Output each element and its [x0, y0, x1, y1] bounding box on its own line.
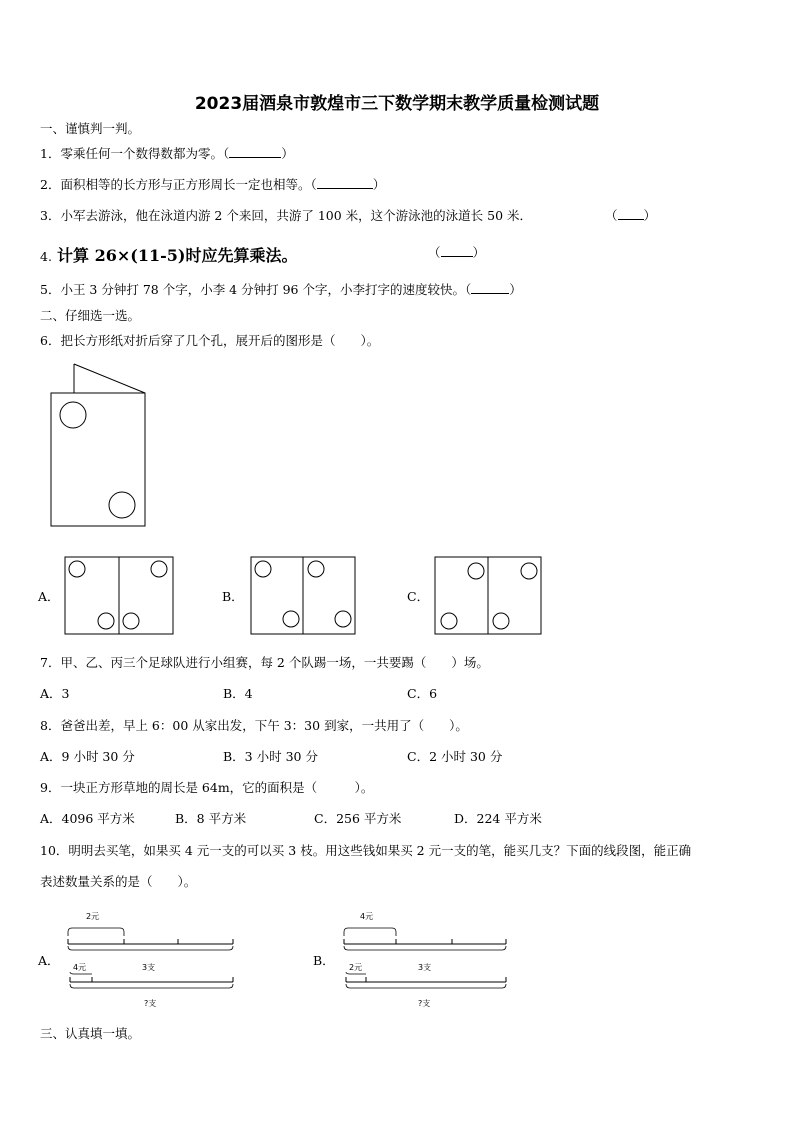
answer-blank-1[interactable]: [229, 146, 281, 158]
section-heading-3: 三、认真填一填。: [40, 1026, 141, 1041]
paren-right: ）: [643, 208, 657, 223]
answer-blank-3[interactable]: [618, 208, 644, 220]
paren-left: （: [605, 208, 618, 223]
paren-right: ）: [472, 245, 486, 260]
question-2-text: 2．面积相等的长方形与正方形周长一定也相等。（: [40, 177, 317, 192]
question-1-end: ）: [281, 146, 294, 161]
option-9A[interactable]: A．4096 平方米: [40, 811, 135, 826]
question-2: [40, 177, 385, 193]
question-9: 9．一块正方形草地的周长是 64m，它的面积是（ ）。: [40, 780, 374, 795]
question-10-line-1: 10．明明去买笔，如果买 4 元一支的可以买 3 枝。用这些钱如果买 2 元一支的笔，能买几支？下面的线段图，能正确: [40, 843, 692, 858]
diagram-B-top-label: 4元: [360, 912, 374, 921]
question-2-end: ）: [372, 177, 386, 192]
diagram-A-segment-label: 4元: [73, 963, 87, 972]
question-7: 7．甲、乙、丙三个足球队进行小组赛，每 2 个队踢一场，一共要踢（ ）场。: [40, 655, 489, 670]
option-10B-label[interactable]: B．: [313, 953, 335, 968]
question-10-line-2: 表述数量关系的是（ ）。: [40, 874, 197, 889]
question-5-end: ）: [509, 282, 522, 297]
option-6B-label[interactable]: B．: [222, 589, 244, 604]
paren-left: （: [428, 245, 441, 260]
question-4: [40, 243, 297, 266]
option-10A-label[interactable]: A．: [38, 953, 60, 968]
question-3: 3．小军去游泳，他在泳道内游 2 个来回，共游了 100 米，这个游泳池的泳道长 50 米．: [40, 208, 533, 223]
option-10A-diagram[interactable]: [66, 908, 238, 1012]
question-4-answer: [428, 245, 485, 261]
question-6: 6．把长方形纸对折后穿了几个孔，展开后的图形是（ ）。: [40, 333, 380, 348]
option-7B[interactable]: B．4: [223, 686, 253, 701]
option-6A-figure[interactable]: [64, 556, 174, 636]
diagram-B-bottom-label: ?支: [418, 999, 431, 1008]
question-1: [40, 146, 294, 162]
diagram-B-segment-label: 2元: [349, 963, 363, 972]
option-10B-diagram[interactable]: [342, 908, 514, 1012]
option-6C-figure[interactable]: [434, 556, 542, 636]
option-7A[interactable]: A．3: [40, 686, 70, 701]
option-6C-label[interactable]: C．: [407, 589, 430, 604]
question-1-text: 1．零乘任何一个数得数都为零。（: [40, 146, 230, 161]
section-heading-2: 二、仔细选一选。: [40, 308, 141, 323]
option-8C[interactable]: C．2 小时 30 分: [407, 749, 503, 764]
question-8: 8．爸爸出差，早上 6：00 从家出发，下午 3：30 到家，一共用了（ ）。: [40, 718, 468, 733]
folded-paper-figure: [48, 363, 148, 531]
question-5-text: 5．小王 3 分钟打 78 个字，小李 4 分钟打 96 个字，小李打字的速度较快。（: [40, 282, 472, 297]
option-6A-label[interactable]: A．: [38, 589, 60, 604]
diagram-A-bottom-label: ?支: [144, 999, 157, 1008]
question-5: [40, 282, 522, 298]
page-title: 2023届酒泉市敦煌市三下数学期末教学质量检测试题: [194, 94, 600, 114]
answer-blank-2[interactable]: [317, 177, 373, 189]
option-9D[interactable]: D．224 平方米: [454, 811, 542, 826]
option-9B[interactable]: B．8 平方米: [175, 811, 247, 826]
option-8B[interactable]: B．3 小时 30 分: [223, 749, 318, 764]
option-6B-figure[interactable]: [250, 556, 356, 636]
section-heading-1: 一、谨慎判一判。: [40, 121, 141, 136]
diagram-A-top-label: 2元: [86, 912, 100, 921]
option-8A[interactable]: A．9 小时 30 分: [40, 749, 135, 764]
diagram-A-mid-label: 3支: [142, 963, 156, 972]
answer-blank-4[interactable]: [441, 245, 473, 257]
question-4-number: 4.: [40, 249, 52, 264]
question-3-answer: [605, 208, 656, 224]
diagram-B-mid-label: 3支: [418, 963, 432, 972]
answer-blank-5[interactable]: [471, 282, 509, 294]
option-9C[interactable]: C．256 平方米: [314, 811, 402, 826]
option-7C[interactable]: C．6: [407, 686, 438, 701]
question-4-text: 计算 26×(11-5)时应先算乘法。: [57, 246, 298, 265]
